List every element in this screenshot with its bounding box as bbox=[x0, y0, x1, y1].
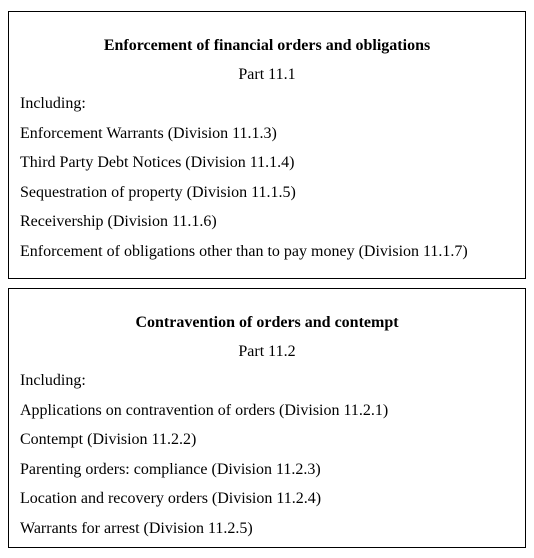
section-intro: Including: bbox=[20, 95, 86, 112]
list-item: Warrants for arrest (Division 11.2.5) bbox=[20, 520, 253, 537]
list-item: Applications on contravention of orders (Division 11.2.1) bbox=[20, 402, 389, 419]
list-item: Receivership (Division 11.1.6) bbox=[20, 213, 217, 230]
list-item: Sequestration of property (Division 11.1.5) bbox=[20, 184, 296, 201]
section-box-contravention bbox=[8, 288, 526, 548]
list-item: Location and recovery orders (Division 11.2.4) bbox=[20, 490, 322, 507]
list-item: Contempt (Division 11.2.2) bbox=[20, 431, 197, 448]
section-part-number: Part 11.1 bbox=[238, 66, 296, 83]
list-item: Enforcement Warrants (Division 11.1.3) bbox=[20, 125, 277, 142]
list-item: Parenting orders: compliance (Division 11.2.3) bbox=[20, 461, 321, 478]
section-box-enforcement bbox=[8, 11, 526, 279]
section-heading: Enforcement of financial orders and obligations bbox=[103, 37, 431, 54]
section-part-number: Part 11.2 bbox=[238, 343, 296, 360]
section-intro: Including: bbox=[20, 372, 86, 389]
list-item: Third Party Debt Notices (Division 11.1.4) bbox=[20, 154, 295, 171]
list-item: Enforcement of obligations other than to pay money (Division 11.1.7) bbox=[20, 243, 468, 260]
section-heading: Contravention of orders and contempt bbox=[135, 314, 399, 331]
